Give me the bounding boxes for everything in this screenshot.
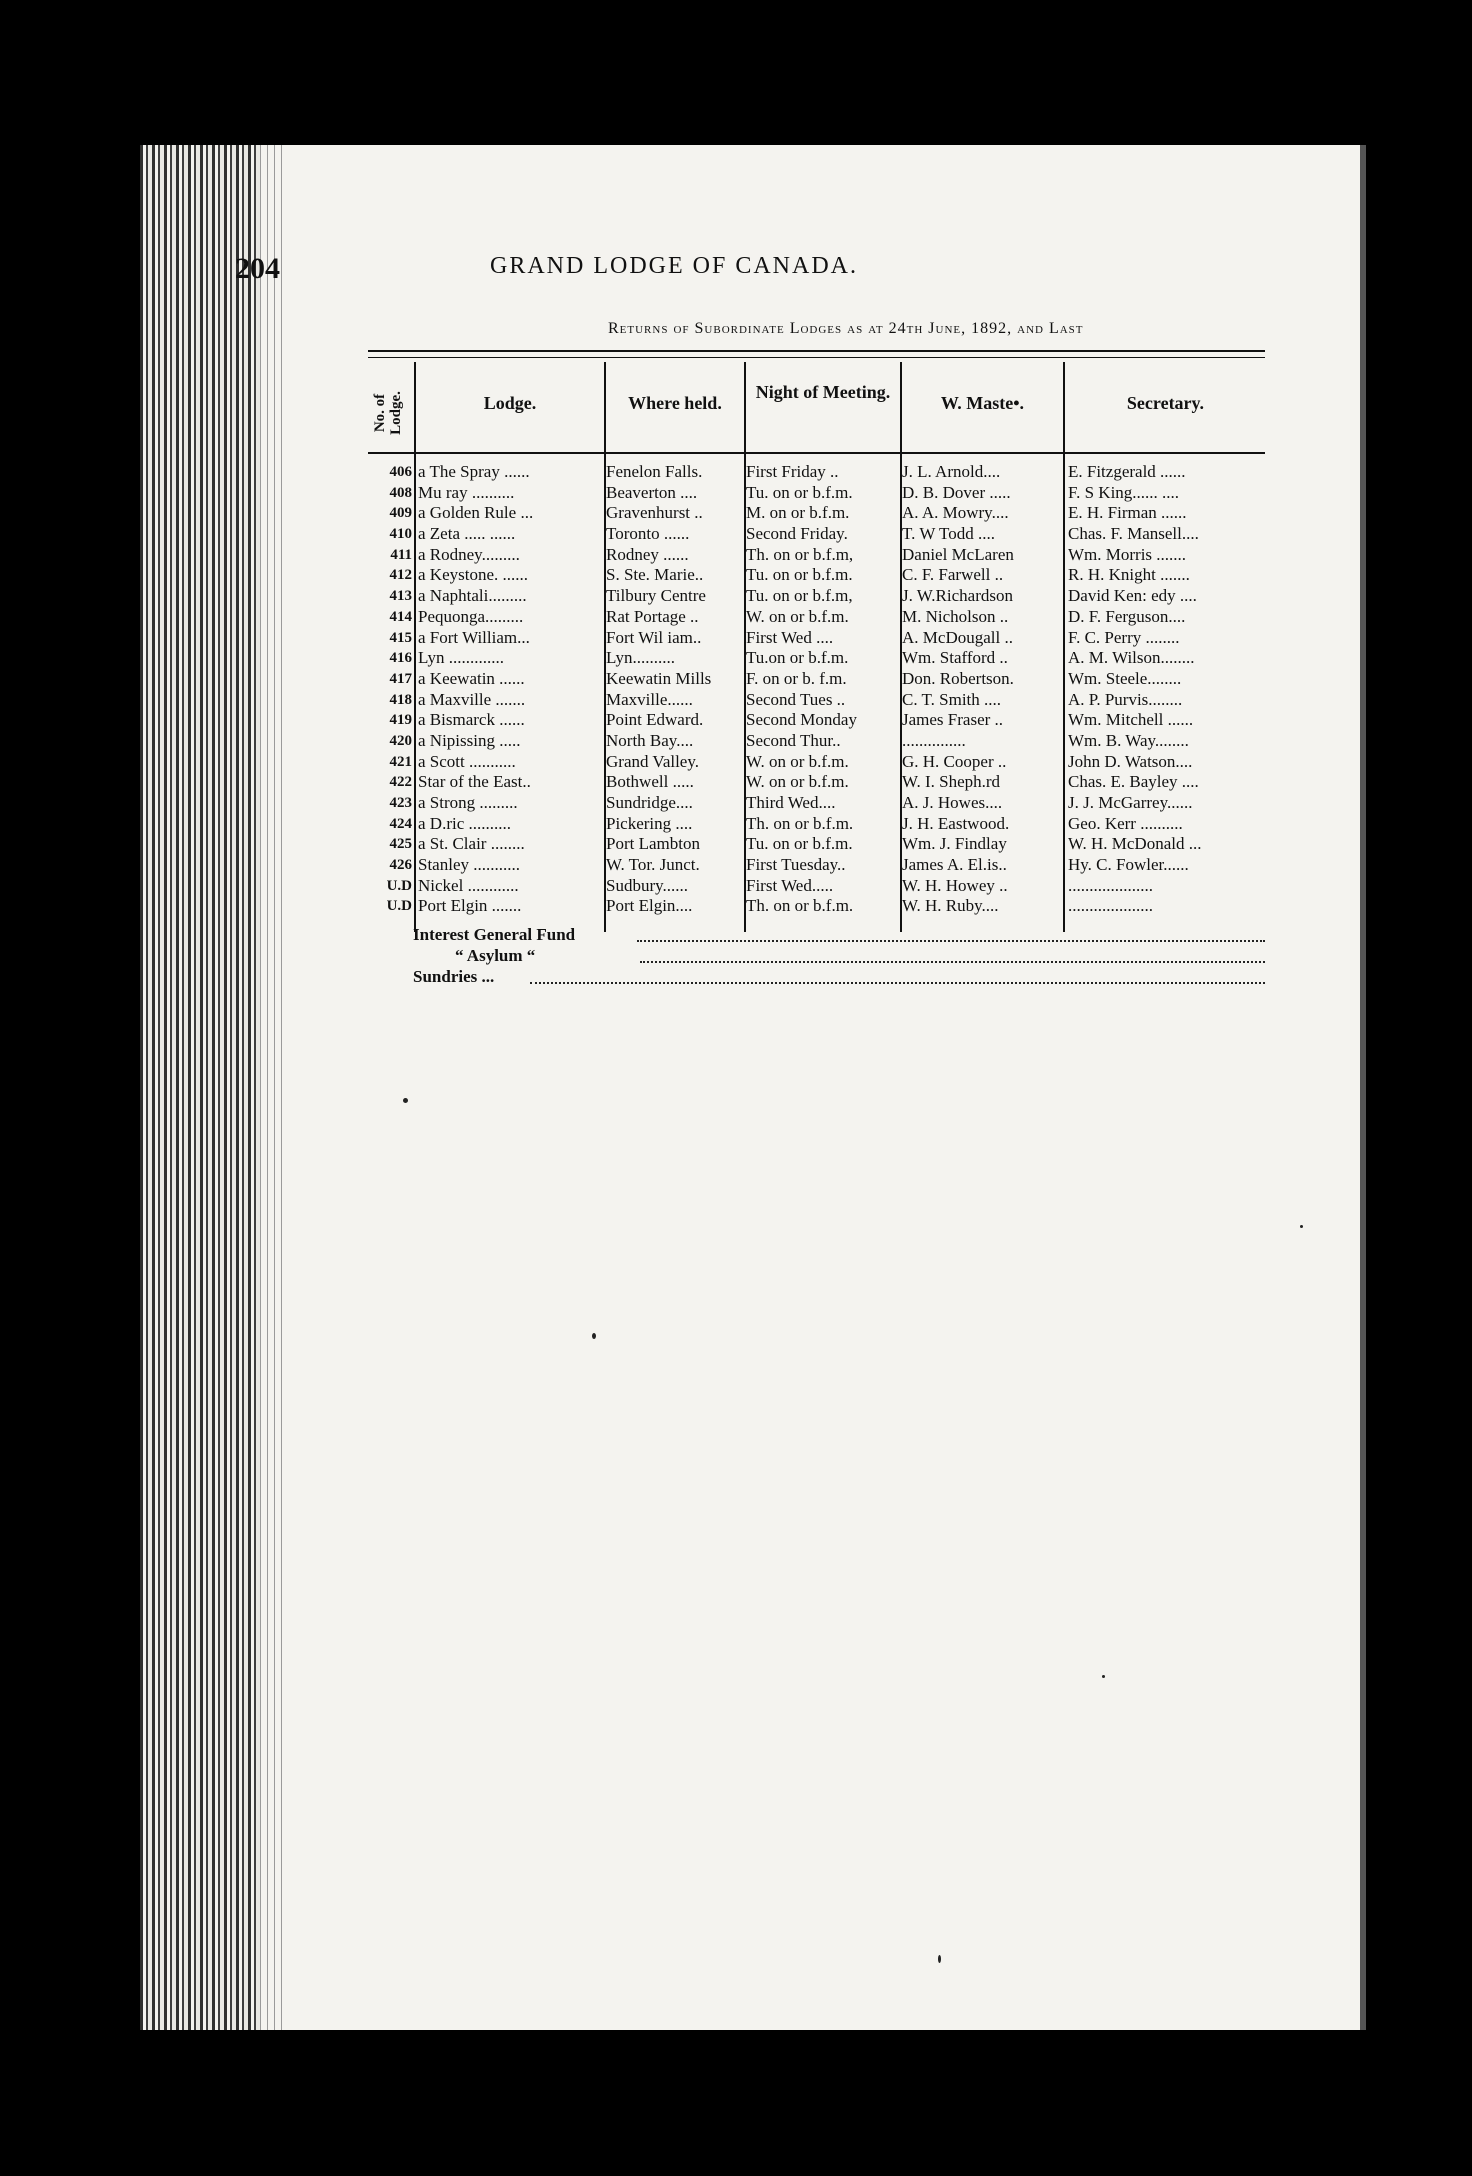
cell-no: 420 <box>389 732 412 749</box>
cell-lodge: Nickel ............ <box>418 875 519 895</box>
cell-night: Tu. on or b.f.m. <box>746 834 853 854</box>
cell-night: W. on or b.f.m. <box>746 751 849 771</box>
cell-no: 413 <box>389 588 412 605</box>
cell-lodge: a Keystone. ...... <box>418 565 529 585</box>
page-edge-shadow <box>140 145 260 2030</box>
ink-speck <box>592 1333 596 1339</box>
cell-no: 410 <box>389 526 412 543</box>
cell-secretary: John D. Watson.... <box>1068 751 1193 771</box>
ink-speck <box>938 1955 941 1963</box>
column-header-secretary: Secretary. <box>1126 393 1205 413</box>
cell-secretary: D. F. Ferguson.... <box>1068 606 1186 626</box>
cell-no: 415 <box>389 629 412 646</box>
cell-where: Bothwell ..... <box>606 772 694 792</box>
cell-night: Tu. on or b.f.m, <box>746 586 853 606</box>
cell-night: First Wed .... <box>746 627 834 647</box>
cell-no: 421 <box>389 753 412 770</box>
cell-where: Beaverton .... <box>606 482 698 502</box>
cell-where: Point Edward. <box>606 710 704 730</box>
cell-lodge: a Zeta ..... ...... <box>418 524 516 544</box>
header-rule-bottom <box>368 452 1265 454</box>
cell-lodge: a Rodney......... <box>418 544 520 564</box>
cell-master: D. B. Dover ..... <box>902 482 1011 502</box>
cell-lodge: Stanley ........... <box>418 855 520 875</box>
cell-where: W. Tor. Junct. <box>606 855 700 875</box>
cell-master: C. F. Farwell .. <box>902 565 1004 585</box>
cell-secretary: J. J. McGarrey...... <box>1068 793 1193 812</box>
cell-master: Wm. J. Findlay <box>902 834 1007 854</box>
cell-no: 412 <box>389 567 412 584</box>
summary-asylum-leader <box>640 961 1265 963</box>
cell-no: 414 <box>389 608 412 625</box>
ink-speck <box>1300 1225 1303 1228</box>
cell-lodge: a Naphtali......... <box>418 586 527 606</box>
column-header-night: Night of Meeting. <box>755 382 891 402</box>
table-row <box>368 565 1268 586</box>
cell-night: First Wed..... <box>746 875 834 895</box>
cell-no: 422 <box>389 774 412 791</box>
cell-lodge: Star of the East.. <box>418 772 531 792</box>
cell-master: C. T. Smith .... <box>902 689 1002 709</box>
cell-master: T. W Todd .... <box>902 524 995 544</box>
cell-night: Second Thur.. <box>746 730 841 750</box>
table-row <box>368 855 1268 876</box>
table-row <box>368 503 1268 524</box>
cell-lodge: Port Elgin ....... <box>418 896 522 916</box>
summary-sundries-leader <box>530 982 1265 984</box>
cell-secretary: F. C. Perry ........ <box>1068 627 1180 647</box>
right-gutter <box>1366 145 1402 2030</box>
cell-where: Pickering .... <box>606 813 693 833</box>
table-row <box>368 814 1268 835</box>
cell-lodge: a Nipissing ..... <box>418 730 521 750</box>
table-row <box>368 896 1268 917</box>
cell-lodge: Pequonga......... <box>418 606 524 626</box>
cell-secretary: Hy. C. Fowler...... <box>1068 855 1189 875</box>
column-header-master: W. Maste•. <box>940 393 1025 413</box>
cell-secretary: David Ken: edy .... <box>1068 586 1197 606</box>
cell-where: Port Lambton <box>606 834 700 854</box>
cell-no: 424 <box>389 815 412 832</box>
cell-night: F. on or b. f.m. <box>746 668 847 688</box>
cell-secretary: R. H. Knight ....... <box>1068 565 1190 585</box>
table-row <box>368 793 1268 814</box>
cell-where: North Bay.... <box>606 730 694 750</box>
cell-secretary: E. Fitzgerald ...... <box>1068 462 1186 481</box>
cell-night: Th. on or b.f.m, <box>746 544 854 564</box>
cell-master: W. I. Sheph.rd <box>902 772 1001 792</box>
cell-night: Tu.on or b.f.m. <box>746 648 849 668</box>
cell-no: 411 <box>390 546 412 563</box>
ink-speck <box>1102 1675 1105 1678</box>
cell-master: G. H. Cooper .. <box>902 751 1007 771</box>
table-row <box>368 731 1268 752</box>
cell-secretary: A. P. Purvis........ <box>1068 689 1183 709</box>
cell-where: S. Ste. Marie.. <box>606 565 704 585</box>
lodge-table <box>368 462 1268 917</box>
cell-lodge: a Keewatin ...... <box>418 668 525 688</box>
cell-no: 418 <box>389 691 412 708</box>
cell-where: Lyn.......... <box>606 648 675 668</box>
table-row <box>368 628 1268 649</box>
cell-master: W. H. Ruby.... <box>902 896 999 916</box>
cell-master: A. McDougall .. <box>902 627 1013 647</box>
cell-where: Gravenhurst .. <box>606 503 703 523</box>
cell-night: W. on or b.f.m. <box>746 606 849 626</box>
column-header-lodge: Lodge. <box>483 393 537 413</box>
cell-master: A. J. Howes.... <box>902 793 1003 812</box>
cell-where: Toronto ...... <box>606 524 690 544</box>
cell-secretary: A. M. Wilson........ <box>1068 648 1195 668</box>
cell-night: Th. on or b.f.m. <box>746 813 854 833</box>
cell-no: U.D <box>386 877 412 894</box>
cell-secretary: Chas. F. Mansell.... <box>1068 524 1199 544</box>
header-rule-top <box>368 350 1265 352</box>
cell-master: J. W.Richardson <box>902 586 1013 606</box>
cell-no: 408 <box>389 484 412 501</box>
cell-master: J. L. Arnold.... <box>902 462 1001 481</box>
summary-interest-leader <box>637 940 1265 942</box>
cell-where: Fort Wil iam.. <box>606 627 702 647</box>
cell-no: 416 <box>389 650 412 667</box>
cell-where: Tilbury Centre <box>606 586 706 606</box>
cell-where: Grand Valley. <box>606 751 700 771</box>
cell-where: Port Elgin.... <box>606 896 693 916</box>
cell-night: First Friday .. <box>746 462 839 481</box>
scanned-page <box>140 145 1402 2030</box>
cell-no: U.D <box>386 898 412 915</box>
cell-where: Rodney ...... <box>606 544 689 564</box>
cell-where: Sundridge.... <box>606 793 693 812</box>
table-row <box>368 690 1268 711</box>
table-row <box>368 648 1268 669</box>
ink-speck <box>403 1098 408 1103</box>
table-row <box>368 710 1268 731</box>
cell-lodge: a Bismarck ...... <box>418 710 525 730</box>
cell-lodge: a The Spray ...... <box>418 462 530 481</box>
cell-no: 417 <box>389 670 412 687</box>
cell-lodge: a Golden Rule ... <box>418 503 534 523</box>
table-row <box>368 586 1268 607</box>
cell-lodge: Lyn ............. <box>418 648 504 668</box>
table-row <box>368 876 1268 897</box>
cell-lodge: Mu ray .......... <box>418 482 515 502</box>
cell-night: M. on or b.f.m. <box>746 503 850 523</box>
column-header-where: Where held. <box>628 393 722 413</box>
cell-master: J. H. Eastwood. <box>902 813 1010 833</box>
cell-lodge: a Strong ......... <box>418 793 518 812</box>
cell-lodge: a St. Clair ........ <box>418 834 525 854</box>
cell-secretary: E. H. Firman ...... <box>1068 503 1187 523</box>
cell-secretary: .................... <box>1068 896 1153 916</box>
cell-night: First Tuesday.. <box>746 855 846 875</box>
cell-where: Maxville...... <box>606 689 693 709</box>
cell-no: 409 <box>389 505 412 522</box>
cell-master: M. Nicholson .. <box>902 606 1009 626</box>
cell-no: 419 <box>389 712 412 729</box>
cell-master: Don. Robertson. <box>902 668 1014 688</box>
summary-interest: Interest General Fund <box>413 925 576 944</box>
cell-secretary: Geo. Kerr .......... <box>1068 813 1183 833</box>
cell-master: ............... <box>902 730 966 750</box>
cell-master: Wm. Stafford .. <box>902 648 1008 668</box>
table-row <box>368 607 1268 628</box>
cell-secretary: .................... <box>1068 875 1153 895</box>
cell-no: 426 <box>389 857 412 874</box>
cell-night: Tu. on or b.f.m. <box>746 482 853 502</box>
cell-master: Daniel McLaren <box>902 544 1014 564</box>
cell-where: Sudbury...... <box>606 875 689 895</box>
cell-night: W. on or b.f.m. <box>746 772 849 792</box>
table-row <box>368 545 1268 566</box>
cell-secretary: Wm. B. Way........ <box>1068 730 1189 750</box>
cell-night: Second Tues .. <box>746 689 846 709</box>
cell-secretary: Chas. E. Bayley .... <box>1068 772 1199 792</box>
cell-lodge: a Scott ........... <box>418 751 516 771</box>
cell-night: Third Wed.... <box>746 793 836 812</box>
cell-secretary: Wm. Morris ....... <box>1068 544 1187 564</box>
cell-secretary: F. S King...... .... <box>1068 482 1180 502</box>
cell-master: James A. El.is.. <box>902 855 1007 875</box>
table-row <box>368 834 1268 855</box>
cell-secretary: Wm. Steele........ <box>1068 668 1182 688</box>
column-header-no: No. of Lodge. <box>372 391 404 435</box>
cell-master: A. A. Mowry.... <box>902 503 1009 523</box>
cell-where: Rat Portage .. <box>606 606 699 626</box>
cell-secretary: Wm. Mitchell ...... <box>1068 710 1194 730</box>
cell-night: Tu. on or b.f.m. <box>746 565 853 585</box>
cell-night: Th. on or b.f.m. <box>746 896 854 916</box>
cell-where: Keewatin Mills <box>606 668 712 688</box>
table-row <box>368 483 1268 504</box>
cell-where: Fenelon Falls. <box>606 462 703 481</box>
table-row <box>368 752 1268 773</box>
header-rule-top-thin <box>368 357 1265 358</box>
page-number: 204 <box>235 252 280 285</box>
cell-night: Second Monday <box>746 710 857 730</box>
cell-no: 423 <box>389 795 412 811</box>
running-head: GRAND LODGE OF CANADA. <box>490 253 858 279</box>
cell-secretary: W. H. McDonald ... <box>1068 834 1202 854</box>
cell-night: Second Friday. <box>746 524 848 544</box>
cell-master: James Fraser .. <box>902 710 1004 730</box>
cell-no: 406 <box>389 464 412 480</box>
table-subheading: Returns of Subordinate Lodges as at 24th June, 1892, and Last <box>608 320 1084 337</box>
table-row <box>368 669 1268 690</box>
table-row <box>368 772 1268 793</box>
cell-no: 425 <box>389 836 412 853</box>
cell-lodge: a D.ric .......... <box>418 813 512 833</box>
cell-lodge: a Fort William... <box>418 627 530 647</box>
cell-lodge: a Maxville ....... <box>418 689 526 709</box>
summary-asylum: “ Asylum “ <box>455 946 536 965</box>
table-row <box>368 462 1268 483</box>
table-row <box>368 524 1268 545</box>
page-edge-lines <box>260 145 286 2030</box>
summary-sundries: Sundries ... <box>413 967 495 986</box>
cell-master: W. H. Howey .. <box>902 875 1008 895</box>
